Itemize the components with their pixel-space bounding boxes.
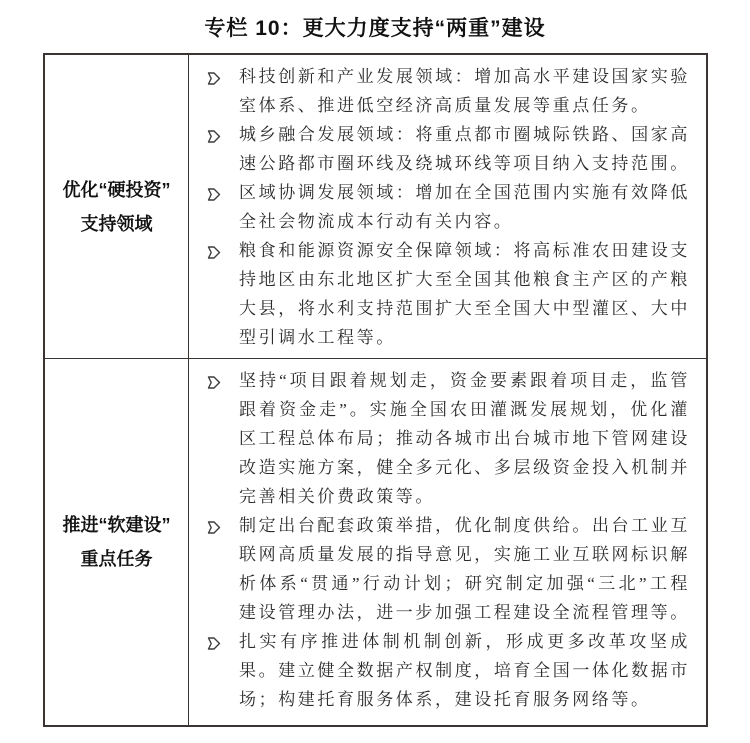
arrow-right-outline-icon (189, 366, 239, 391)
list-item (189, 120, 690, 178)
column-box-table (43, 53, 708, 727)
table-row (45, 359, 706, 725)
bullet-text: 城乡融合发展领域：将重点都市圈城际铁路、国家高速公路都市圈环线及绕城环线等项目纳入支持范围。 (239, 125, 690, 173)
arrow-right-outline-icon (189, 62, 239, 87)
bullet-text: 制定出台配套政策举措，优化制度供给。出台工业互联网高质量发展的指导意见，实施工业互联网标识解析体系“贯通”行动计划；研究制定加强“三北”工程建设管理办法，进一步加强工程建设全流程管理等。 (239, 516, 690, 622)
table-row (45, 55, 706, 359)
row-content (189, 55, 706, 358)
bullet-text: 区域协调发展领域：增加在全国范围内实施有效降低全社会物流成本行动有关内容。 (239, 183, 690, 231)
arrow-right-outline-icon (189, 178, 239, 203)
bullet-text: 粮食和能源资源安全保障领域：将高标准农田建设支持地区由东北地区扩大至全国其他粮食主产区的产粮大县，将水利支持范围扩大至全国大中型灌区、大中型引调水工程等。 (239, 241, 690, 347)
bullet-text: 科技创新和产业发展领域：增加高水平建设国家实验室体系、推进低空经济高质量发展等重点任务。 (239, 67, 690, 115)
list-item (189, 62, 690, 120)
row-label-line: 推进“软建设” (62, 515, 171, 535)
row-label-line: 支持领域 (80, 213, 153, 234)
list-item (189, 178, 690, 236)
bullet-text: 扎实有序推进体制机制创新，形成更多改革攻坚成果。建立健全数据产权制度，培育全国一体化数据市场；构建托育服务体系，建设托育服务网络等。 (239, 632, 690, 709)
row-content (189, 359, 706, 725)
row-label-line: 优化“硬投资” (62, 179, 171, 200)
bullet-text: 坚持“项目跟着规划走，资金要素跟着项目走，监管跟着资金走”。实施全国农田灌溉发展规划，优化灌区工程总体布局；推动各城市出台城市地下管网建设改造实施方案，健全多元化、多层级资金投入机制并完善相关价费政策等。 (239, 371, 690, 506)
row-label-hard-investment (45, 55, 189, 358)
list-item (189, 366, 690, 511)
arrow-right-outline-icon (189, 627, 239, 652)
list-item (189, 627, 690, 714)
arrow-right-outline-icon (189, 511, 239, 536)
list-item (189, 511, 690, 627)
row-label-soft-construction (45, 359, 189, 725)
arrow-right-outline-icon (189, 236, 239, 261)
arrow-right-outline-icon (189, 120, 239, 145)
list-item (189, 236, 690, 352)
row-label-line: 重点任务 (80, 549, 153, 569)
page-title: 专栏 10：更大力度支持“两重”建设 (204, 17, 546, 40)
